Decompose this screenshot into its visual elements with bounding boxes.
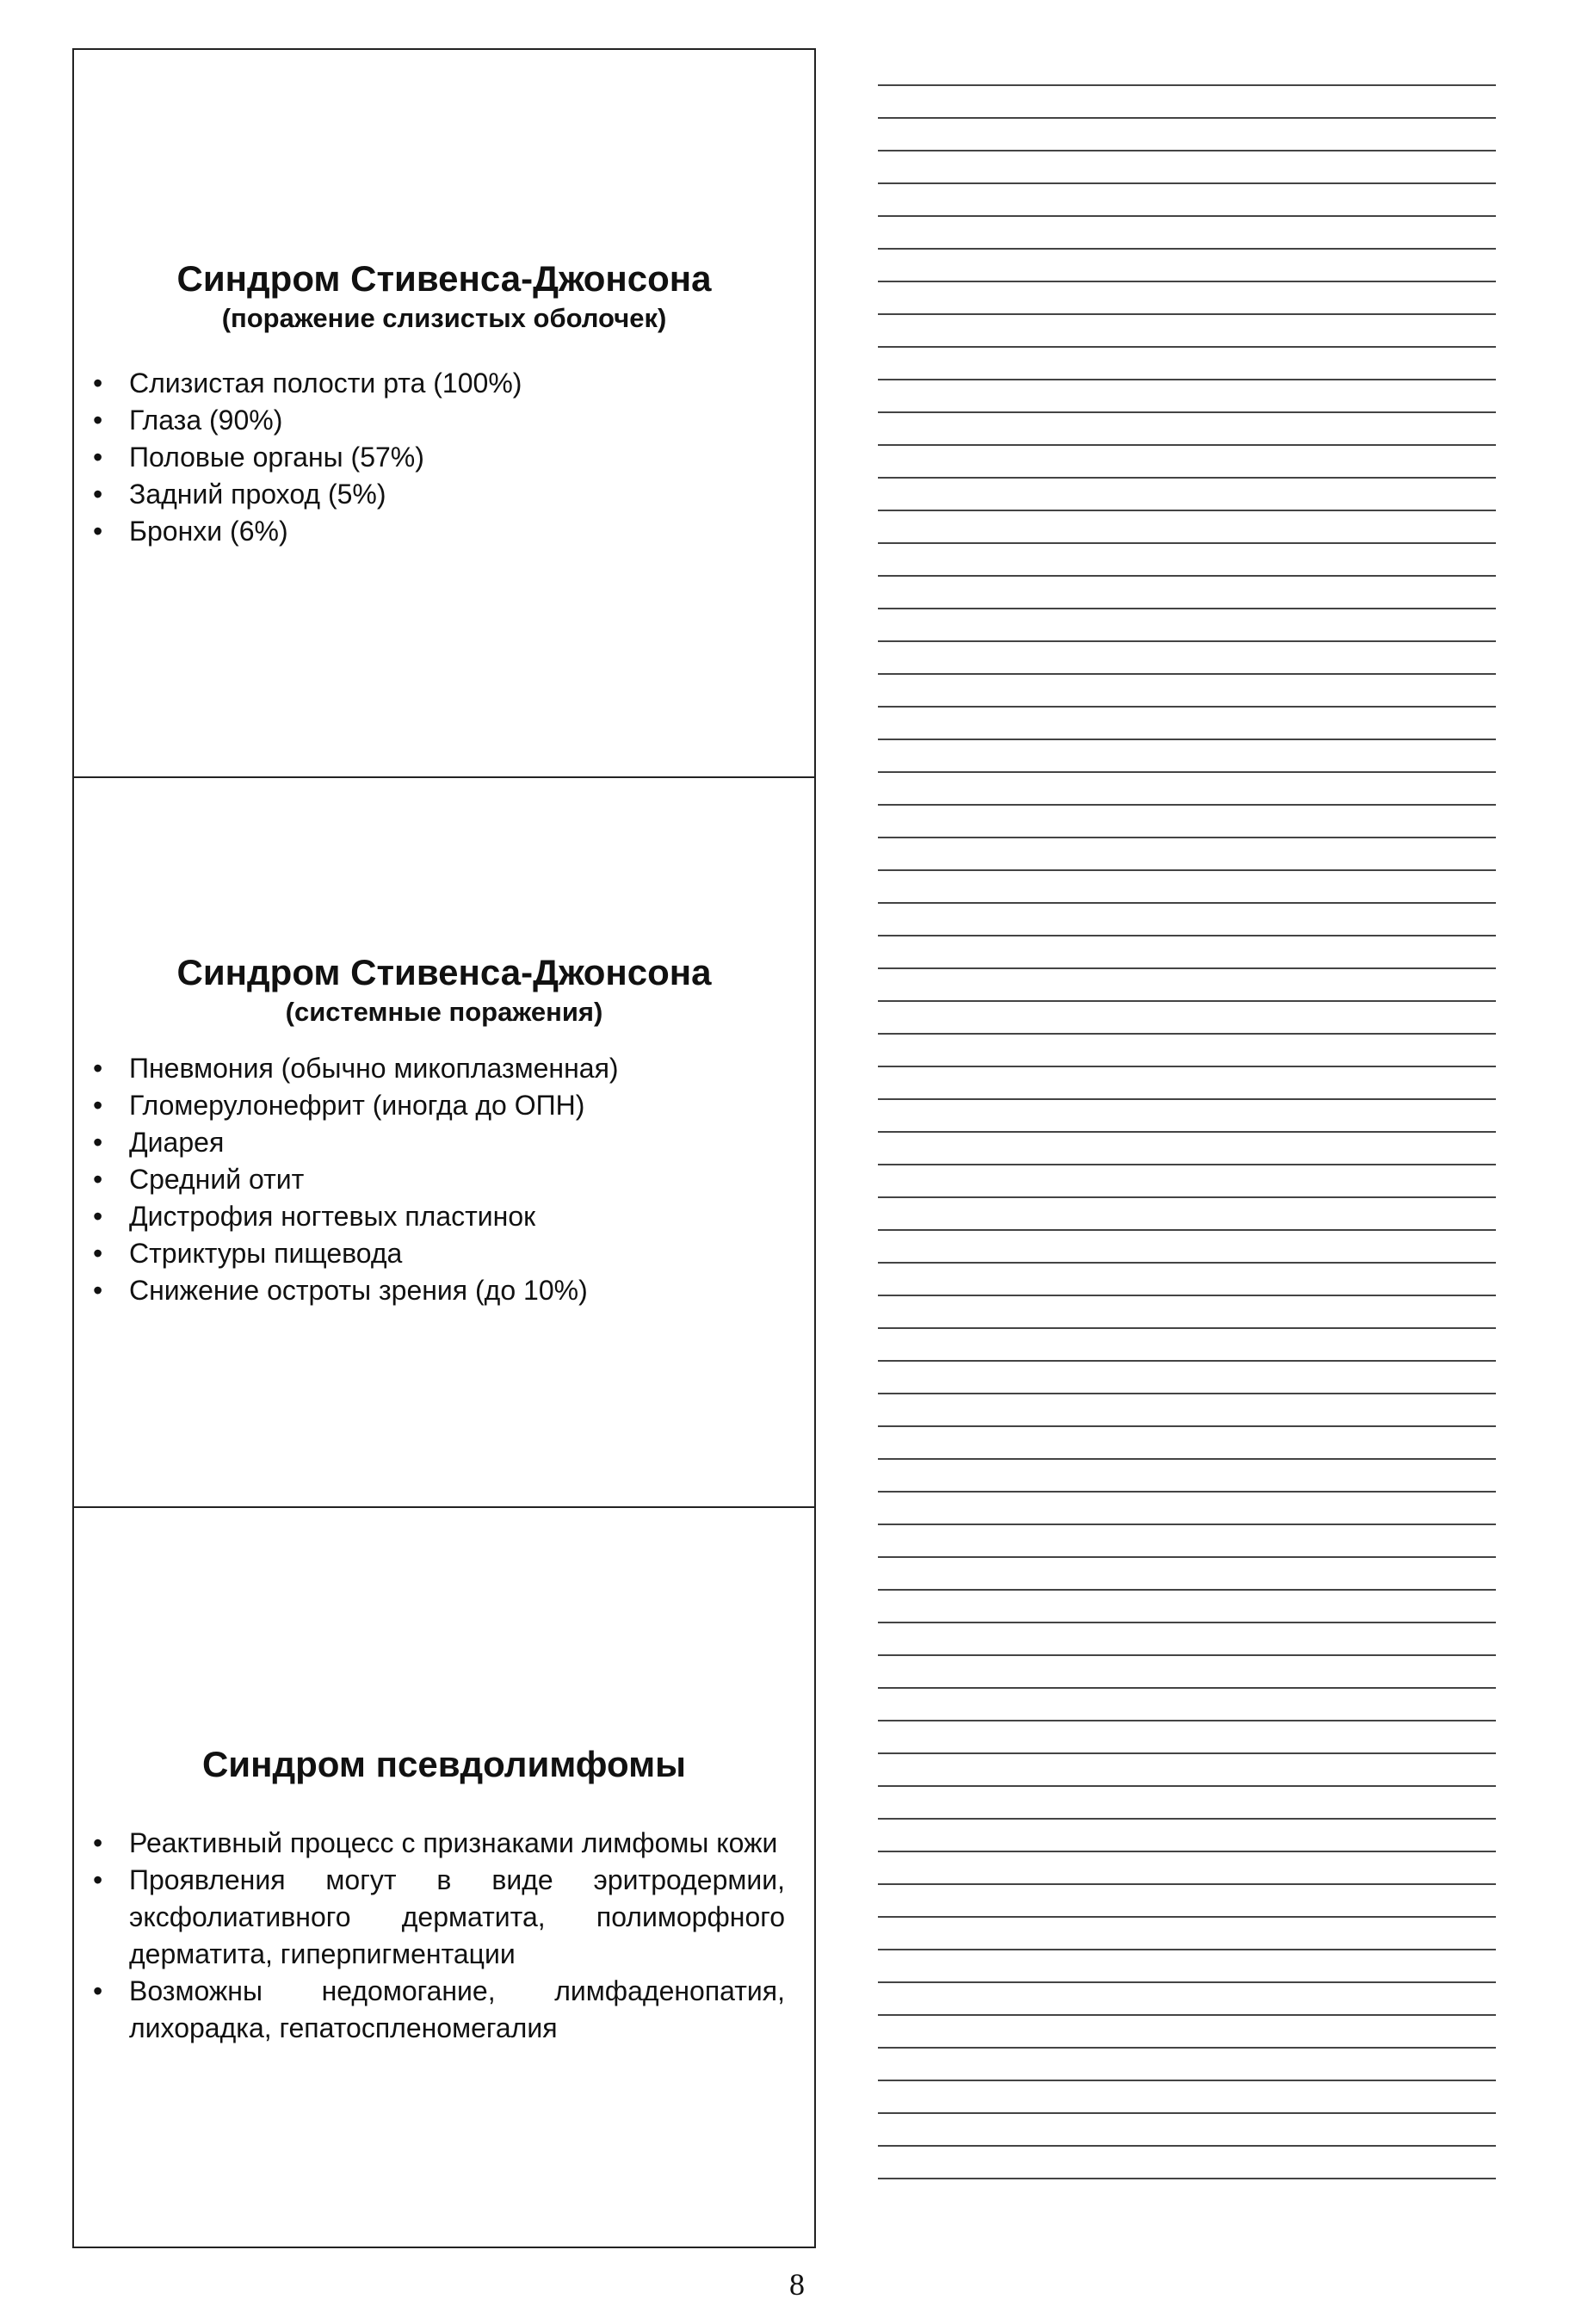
list-item: • Реактивный процесс с признаками лимфомы кожи <box>129 1825 785 1862</box>
note-line <box>878 1851 1496 1852</box>
note-line <box>878 2080 1496 2081</box>
list-item: • Гломерулонефрит (иногда до ОПН) <box>129 1087 785 1124</box>
slides-column <box>72 48 816 2248</box>
note-line <box>878 902 1496 904</box>
note-line <box>878 804 1496 806</box>
note-line <box>878 1327 1496 1329</box>
note-line <box>878 1654 1496 1656</box>
note-line <box>878 379 1496 380</box>
slide-title: Синдром псевдолимфомы <box>201 1744 687 1784</box>
list-item: • Проявления могут в виде эритродермии, эксфолиативного дерматита, полиморфного дерматита, гиперпигментации <box>129 1862 785 1973</box>
note-line <box>878 2047 1496 2049</box>
note-line <box>878 1589 1496 1591</box>
note-line <box>878 739 1496 740</box>
note-line <box>878 1229 1496 1231</box>
note-line <box>878 1000 1496 1002</box>
note-line <box>878 1949 1496 1950</box>
slide-pseudolymphoma <box>74 1506 814 2247</box>
list-item: • Задний проход (5%) <box>129 476 785 513</box>
list-item: • Дистрофия ногтевых пластинок <box>129 1198 785 1235</box>
bullet-list <box>74 1050 814 1309</box>
bullet-list <box>74 365 814 550</box>
note-line <box>878 1425 1496 1427</box>
note-line <box>878 2145 1496 2147</box>
note-line <box>878 1524 1496 1525</box>
note-line <box>878 1131 1496 1133</box>
note-line <box>878 1720 1496 1721</box>
note-line <box>878 313 1496 315</box>
notes-area <box>826 48 1541 2248</box>
slide-sjs-mucosa <box>74 50 814 776</box>
note-line <box>878 215 1496 217</box>
note-line <box>878 510 1496 511</box>
slide-content <box>74 1742 814 2047</box>
slide-content <box>74 257 814 550</box>
note-line <box>878 869 1496 871</box>
note-line <box>878 673 1496 675</box>
note-line <box>878 575 1496 577</box>
note-line <box>878 1687 1496 1689</box>
note-line <box>878 346 1496 348</box>
note-line <box>878 444 1496 446</box>
note-line <box>878 1752 1496 1754</box>
list-item: • Стриктуры пищевода <box>129 1235 785 1272</box>
note-line <box>878 967 1496 969</box>
note-line <box>878 2178 1496 2179</box>
note-line <box>878 771 1496 773</box>
slide-content <box>74 950 814 1309</box>
note-line <box>878 182 1496 184</box>
list-item: • Слизистая полости рта (100%) <box>129 365 785 402</box>
note-line <box>878 1883 1496 1885</box>
slide-subtitle: (системные поражения) <box>285 997 603 1027</box>
note-line <box>878 608 1496 609</box>
slide-title: Синдром Стивенса-Джонсона <box>176 952 712 992</box>
note-line <box>878 640 1496 642</box>
bullet-list <box>74 1825 814 2047</box>
note-line <box>878 477 1496 479</box>
note-line <box>878 1458 1496 1460</box>
list-item: • Бронхи (6%) <box>129 513 785 550</box>
list-item: • Возможны недомогание, лимфаденопатия, лихорадка, гепатоспленомегалия <box>129 1973 785 2047</box>
list-item: • Глаза (90%) <box>129 402 785 439</box>
note-line <box>878 542 1496 544</box>
note-line <box>878 281 1496 282</box>
list-item: • Пневмония (обычно микоплазменная) <box>129 1050 785 1087</box>
note-line <box>878 935 1496 936</box>
list-item: • Половые органы (57%) <box>129 439 785 476</box>
note-line <box>878 1066 1496 1067</box>
note-line <box>878 411 1496 413</box>
note-line <box>878 150 1496 151</box>
slide-title: Синдром Стивенса-Джонсона <box>176 258 712 299</box>
note-line <box>878 117 1496 119</box>
note-line <box>878 1916 1496 1918</box>
note-line <box>878 1785 1496 1787</box>
note-line <box>878 1033 1496 1035</box>
note-line <box>878 84 1496 86</box>
note-line <box>878 1818 1496 1820</box>
list-item: • Диарея <box>129 1124 785 1161</box>
note-line <box>878 1393 1496 1394</box>
note-line <box>878 1556 1496 1558</box>
note-line <box>878 837 1496 838</box>
slide-sjs-systemic <box>74 776 814 1506</box>
note-line <box>878 1622 1496 1623</box>
note-line <box>878 1360 1496 1362</box>
note-line <box>878 1164 1496 1165</box>
note-line <box>878 1098 1496 1100</box>
note-line <box>878 1196 1496 1198</box>
note-line <box>878 1491 1496 1493</box>
page-number: 8 <box>789 2267 805 2302</box>
note-line <box>878 2112 1496 2114</box>
note-line <box>878 706 1496 708</box>
note-line <box>878 1295 1496 1296</box>
list-item: • Снижение остроты зрения (до 10%) <box>129 1272 785 1309</box>
note-line <box>878 2014 1496 2016</box>
note-line <box>878 1262 1496 1264</box>
list-item: • Средний отит <box>129 1161 785 1198</box>
note-line <box>878 1981 1496 1983</box>
slide-subtitle: (поражение слизистых оболочек) <box>221 303 667 333</box>
note-line <box>878 248 1496 250</box>
